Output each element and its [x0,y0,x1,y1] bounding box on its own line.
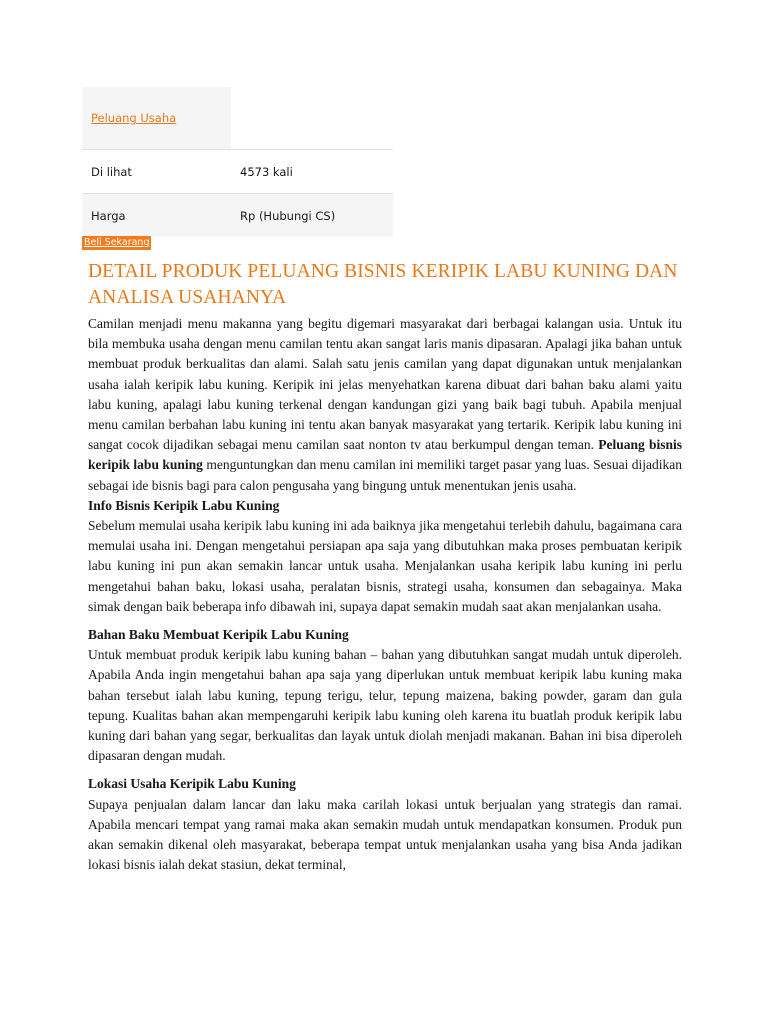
price-label: Harga [82,194,231,237]
section-body-location: Supaya penjualan dalam lancar dan laku maka carilah lokasi untuk berjualan yang strategis dan ramai. Apabila mencari tempat yang ramai maka akan semakin mudah untuk mendapatkan konsumen. Produk pun akan semakin dikenal oleh masyarakat, beberapa tempat untuk menjalankan usaha yang bisa Anda jadikan lokasi bisnis ialah dekat stasiun, dekat terminal, [88,796,682,873]
views-value: 4573 kali [240,164,293,179]
section-heading-info: Info Bisnis Keripik Labu Kuning [88,497,280,513]
intro-text-start: Camilan menjadi menu makanna yang begitu digemari masyarakat dari berbagai kalangan usia. Untuk itu bila membuka usaha dengan menu camilan tentu akan sangat laris manis dipasaran. Apalagi jika bahan untuk membuat produk berkualitas dan alami. Salah satu jenis camilan yang dapat digunakan untuk menjalankan usaha ialah keripik labu kuning. Keripik ini jelas menyehatkan karena dibuat dari bahan baku alami yaitu labu kuning, apalagi labu kuning terkenal dengan kandungan gizi yang baik bagi tubuh. Apabila menjual menu camilan berbahan labu kuning ini tentu akan banyak masyarakat yang tertarik. Keripik labu kuning ini sangat cocok dijadikan sebagai menu camilan saat nonton tv atau berkumpul dengan teman. [88,316,682,453]
article-body [88,259,682,875]
info-row-price [82,194,393,237]
info-row-category [82,87,393,149]
section-body-ingredients: Untuk membuat produk keripik labu kuning bahan – bahan yang dibutuhkan sangat mudah untuk diperoleh. Apabila Anda ingin mengetahui bahan apa saja yang diperlukan untuk membuat keripik labu kuning maka bahan tersebut ialah labu kuning, tepung terigu, telur, tepung maizena, baking powder, garam dan gula tepung. Kualitas bahan akan mempengaruhi keripik labu kuning oleh karena itu buatlah produk keripik labu kuning dari bahan yang segar, berkualitas dan layak untuk diolah menjadi makanan. Bahan ini bisa diperoleh dipasaran dengan mudah. [88,647,682,764]
views-label: Di lihat [91,164,132,179]
category-empty-cell [231,87,393,149]
intro-text-end: menguntungkan dan menu camilan ini memiliki target pasar yang luas. Sesuai dijadikan sebagai ide bisnis bagi para calon pengusaha yang bingung untuk menentukan jenis usaha. [88,457,682,493]
price-value: Rp (Hubungi CS) [231,194,393,237]
info-row-views [82,150,393,193]
category-cell [82,87,231,149]
intro-paragraph [88,314,682,496]
category-link[interactable]: Peluang Usaha [91,111,177,125]
intro-bold-phrase: Peluang bisnis keripik labu kuning [88,437,683,473]
section-body-info: Sebelum memulai usaha keripik labu kuning ini ada baiknya jika mengetahui terlebih dahulu, bagaimana cara memulai usaha ini. Dengan mengetahui persiapan apa saja yang dibutuhkan maka proses pembuatan keripik labu kuning ini pun akan semakin lancar untuk usaha. Menjalankan usaha keripik labu kuning ini perlu mengetahui bahan baku, lokasi usaha, peralatan bisnis, strategi usaha, konsumen dan sebagainya. Maka simak dengan baik beberapa info dibawah ini, supaya dapat semakin mudah saat akan menjalankan usaha. [88,518,682,614]
buy-now-button[interactable]: Beli Sekarang [84,237,150,248]
product-info-table [82,87,393,237]
section-heading-location: Lokasi Usaha Keripik Labu Kuning [88,776,296,792]
article-title: DETAIL PRODUK PELUANG BISNIS KERIPIK LABU KUNING DAN ANALISA USAHANYA [88,261,678,308]
section-heading-ingredients: Bahan Baku Membuat Keripik Labu Kuning [88,627,349,643]
